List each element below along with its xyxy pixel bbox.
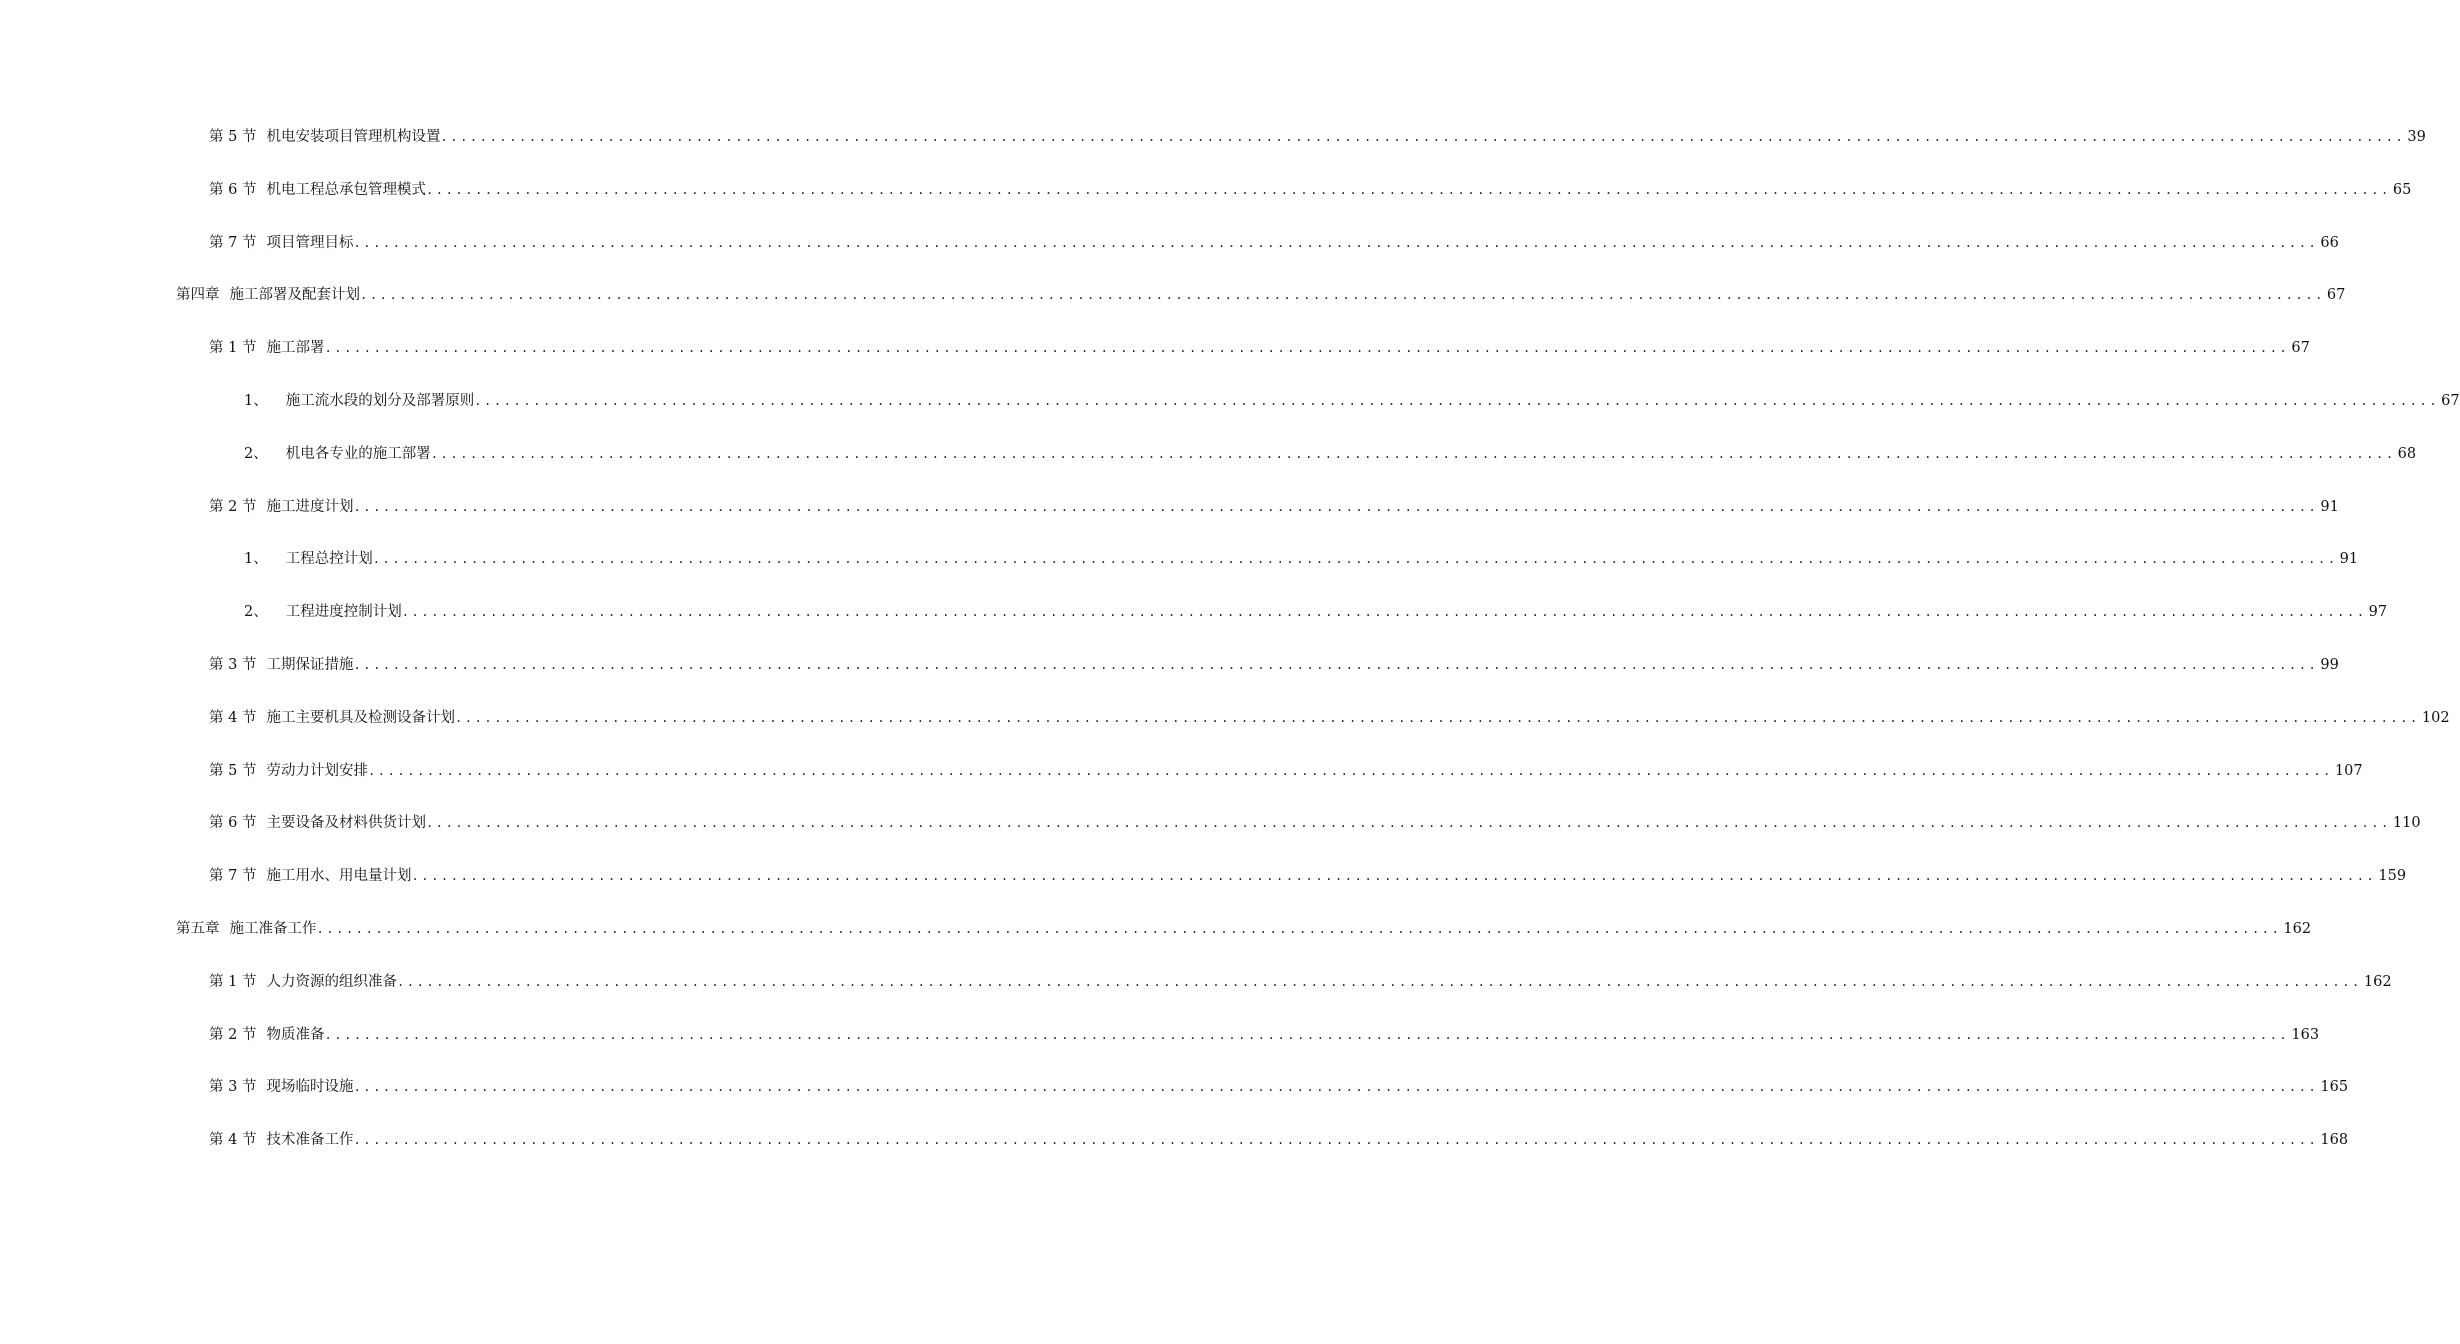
toc-entry[interactable] [0, 335, 2310, 388]
toc-entry-number: 第 6 节 [209, 181, 257, 198]
toc-entry-title: 工程进度控制计划 [285, 604, 402, 621]
toc-entry[interactable] [0, 758, 2363, 811]
toc-entry[interactable] [0, 652, 2339, 705]
toc-entry[interactable] [0, 1127, 2349, 1180]
toc-entry-number: 第四章 [176, 287, 220, 304]
toc-entry-page-number: 91 [2320, 498, 2339, 515]
toc-entry-number: 第 5 节 [209, 129, 257, 145]
toc-entry-title: 人力资源的组织准备 [266, 973, 397, 990]
toc-dot-leader: ........................................................................................................................................................................................................ [425, 816, 2391, 831]
toc-entry-title: 机电安装项目管理机构设置 [266, 129, 441, 145]
toc-dot-leader: ........................................................................................................................................................................................................ [401, 605, 2367, 620]
toc-dot-leader: ........................................................................................................................................................................................................ [367, 763, 2333, 778]
toc-entry-title: 物质准备 [266, 1026, 325, 1043]
toc-entry-title: 施工部署 [266, 340, 325, 357]
toc-entry-page-number: 67 [2326, 287, 2346, 304]
toc-dot-leader: ........................................................................................................................................................................................................ [411, 869, 2377, 884]
toc-dot-leader: ........................................................................................................................................................................................................ [396, 974, 2362, 989]
toc-entry-title: 施工主要机具及检测设备计划 [266, 709, 455, 726]
toc-entry-title: 施工进度计划 [266, 498, 354, 515]
toc-dot-leader: ........................................................................................................................................................................................................ [474, 393, 2440, 408]
toc-entry-page-number: 168 [2320, 1132, 2349, 1149]
toc-entry-title: 技术准备工作 [266, 1132, 354, 1149]
toc-entry-page-number: 66 [2320, 234, 2339, 251]
toc-entry-page-number: 110 [2392, 815, 2421, 832]
toc-entry[interactable] [0, 599, 2388, 652]
toc-entry[interactable] [0, 863, 2407, 916]
toc-entry-number: 1、 [244, 551, 268, 568]
toc-dot-leader: ........................................................................................................................................................................................................ [425, 182, 2391, 197]
toc-entry-title: 现场临时设施 [266, 1079, 354, 1096]
toc-dot-leader: ........................................................................................................................................................................................................ [360, 288, 2325, 303]
toc-dot-leader: ........................................................................................................................................................................................................ [430, 446, 2396, 461]
toc-dot-leader: ........................................................................................................................................................................................................ [353, 499, 2319, 514]
toc-dot-leader: ........................................................................................................................................................................................................ [316, 921, 2282, 936]
toc-entry-title: 机电工程总承包管理模式 [266, 181, 426, 198]
toc-entry-page-number: 91 [2339, 551, 2359, 568]
toc-dot-leader: ........................................................................................................................................................................................................ [454, 710, 2420, 725]
toc-entry[interactable] [0, 494, 2339, 547]
toc-entry[interactable] [0, 546, 2359, 599]
toc-entry-page-number: 68 [2397, 445, 2417, 462]
toc-entry-number: 第 1 节 [209, 973, 257, 990]
toc-entry-page-number: 162 [2283, 920, 2312, 937]
toc-entry-page-number: 99 [2320, 656, 2339, 673]
toc-entry[interactable] [0, 388, 2460, 441]
toc-entry-page-number: 67 [2291, 340, 2310, 357]
toc-dot-leader: ........................................................................................................................................................................................................ [353, 1133, 2319, 1148]
toc-entry[interactable] [0, 969, 2392, 1022]
toc-entry-page-number: 67 [2441, 392, 2460, 409]
toc-entry-page-number: 65 [2392, 181, 2412, 198]
toc-entry-number: 2、 [244, 445, 268, 462]
toc-entry-number: 1、 [244, 392, 268, 409]
toc-entry[interactable] [0, 124, 2426, 177]
toc-dot-leader: ........................................................................................................................................................................................................ [324, 1027, 2290, 1042]
toc-entry-page-number: 165 [2320, 1079, 2349, 1096]
toc-entry-number: 第 7 节 [209, 868, 257, 885]
toc-dot-leader: ........................................................................................................................................................................................................ [372, 552, 2338, 567]
toc-entry-title: 施工流水段的划分及部署原则 [285, 392, 475, 409]
toc-entry-title: 项目管理目标 [266, 234, 354, 251]
toc-entry-number: 第 1 节 [209, 340, 257, 357]
toc-entry[interactable] [0, 1022, 2320, 1075]
toc-dot-leader: ........................................................................................................................................................................................................ [353, 1080, 2319, 1095]
toc-entry-number: 第 4 节 [209, 1132, 257, 1149]
toc-entry[interactable] [0, 282, 2346, 335]
toc-entry-page-number: 39 [2407, 129, 2426, 145]
toc-dot-leader: ........................................................................................................................................................................................................ [440, 130, 2406, 144]
toc-entry-number: 第五章 [176, 920, 220, 937]
toc-entry-title: 主要设备及材料供货计划 [266, 815, 426, 832]
toc-entry-title: 施工用水、用电量计划 [266, 868, 412, 885]
toc-entry[interactable] [0, 441, 2417, 494]
toc-entry-number: 第 2 节 [209, 1026, 257, 1043]
toc-entry-title: 施工准备工作 [229, 920, 317, 937]
toc-entry-title: 工程总控计划 [285, 551, 373, 568]
table-of-contents [0, 124, 2460, 1180]
toc-entry[interactable] [0, 230, 2339, 283]
toc-dot-leader: ........................................................................................................................................................................................................ [324, 341, 2290, 356]
toc-entry-title: 机电各专业的施工部署 [285, 445, 431, 462]
toc-entry-title: 施工部署及配套计划 [229, 287, 360, 304]
toc-entry-page-number: 162 [2363, 973, 2392, 990]
toc-entry[interactable] [0, 1074, 2349, 1127]
toc-entry[interactable] [0, 916, 2312, 969]
toc-entry-number: 第 4 节 [209, 709, 257, 726]
toc-entry-number: 第 3 节 [209, 656, 257, 673]
toc-entry-number: 第 7 节 [209, 234, 257, 251]
toc-entry-page-number: 163 [2291, 1026, 2320, 1043]
toc-entry-page-number: 159 [2378, 868, 2407, 885]
toc-entry-page-number: 102 [2421, 709, 2450, 726]
toc-dot-leader: ........................................................................................................................................................................................................ [353, 657, 2319, 672]
toc-entry-title: 工期保证措施 [266, 656, 354, 673]
toc-entry-number: 第 6 节 [209, 815, 257, 832]
toc-entry-title: 劳动力计划安排 [266, 762, 368, 779]
toc-entry[interactable] [0, 705, 2450, 758]
toc-entry-page-number: 97 [2368, 604, 2388, 621]
toc-entry-number: 第 2 节 [209, 498, 257, 515]
toc-entry[interactable] [0, 810, 2421, 863]
toc-entry-number: 第 3 节 [209, 1079, 257, 1096]
toc-entry-number: 第 5 节 [209, 762, 257, 779]
toc-entry-page-number: 107 [2334, 762, 2363, 779]
toc-entry[interactable] [0, 177, 2412, 230]
toc-entry-number: 2、 [244, 604, 268, 621]
toc-dot-leader: ........................................................................................................................................................................................................ [353, 235, 2319, 250]
